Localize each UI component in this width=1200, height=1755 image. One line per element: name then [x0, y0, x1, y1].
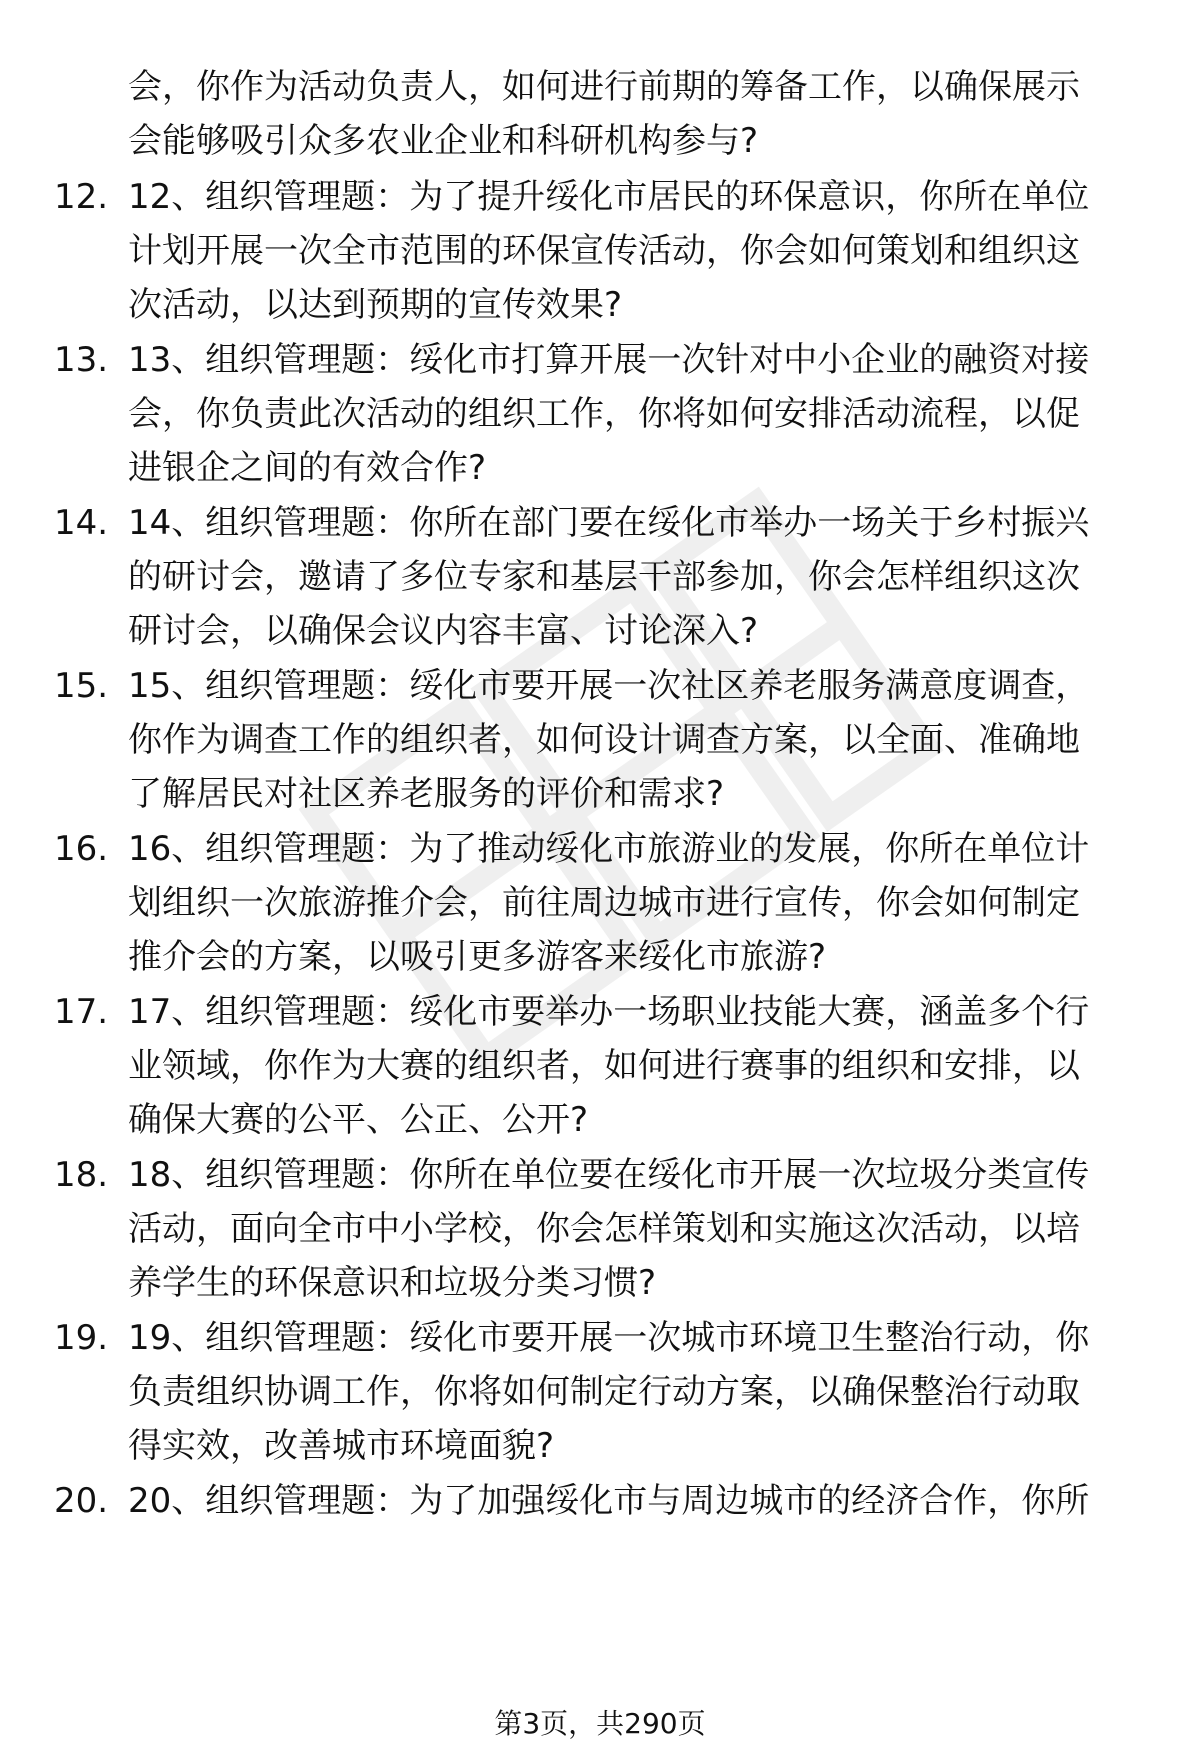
text-line: 研讨会，以确保会议内容丰富、讨论深入? [128, 611, 759, 651]
text-line: 20、组织管理题：为了加强绥化市与周边城市的经济合作，你所 [128, 1481, 1090, 1521]
text-line: 负责组织协调工作，你将如何制定行动方案，以确保整治行动取 [128, 1372, 1080, 1412]
item-number: 20. [54, 1481, 109, 1521]
text-line: 会，你作为活动负责人，如何进行前期的筹备工作，以确保展示 [128, 67, 1080, 107]
text-line: 推介会的方案，以吸引更多游客来绥化市旅游? [128, 937, 827, 977]
item-text [128, 822, 1148, 984]
text-line: 16、组织管理题：为了推动绥化市旅游业的发展，你所在单位计 [128, 829, 1090, 869]
text-line: 13、组织管理题：绥化市打算开展一次针对中小企业的融资对接 [128, 340, 1090, 380]
continuation-paragraph [128, 60, 1148, 168]
text-line: 计划开展一次全市范围的环保宣传活动，你会如何策划和组织这 [128, 231, 1080, 271]
text-line: 划组织一次旅游推介会，前往周边城市进行宣传，你会如何制定 [128, 883, 1080, 923]
item-number: 19. [54, 1318, 109, 1358]
text-line: 14、组织管理题：你所在部门要在绥化市举办一场关于乡村振兴 [128, 503, 1090, 543]
text-line: 进银企之间的有效合作? [128, 448, 487, 488]
text-line: 会能够吸引众多农业企业和科研机构参与? [128, 121, 759, 161]
text-line: 次活动，以达到预期的宣传效果? [128, 285, 623, 325]
page-footer: 第3页，共290页 [494, 1707, 706, 1740]
item-number: 16. [54, 829, 109, 869]
text-line: 17、组织管理题：绥化市要举办一场职业技能大赛，涵盖多个行 [128, 992, 1090, 1032]
item-text [128, 659, 1148, 821]
item-number: 15. [54, 666, 109, 706]
text-line: 活动，面向全市中小学校，你会怎样策划和实施这次活动，以培 [128, 1209, 1080, 1249]
text-line: 确保大赛的公平、公正、公开? [128, 1100, 589, 1140]
item-text [128, 1148, 1148, 1310]
item-text [128, 496, 1148, 658]
text-line: 的研讨会，邀请了多位专家和基层干部参加，你会怎样组织这次 [128, 557, 1080, 597]
item-number: 17. [54, 992, 109, 1032]
item-number: 13. [54, 340, 109, 380]
item-text [128, 170, 1148, 332]
text-line: 业领域，你作为大赛的组织者，如何进行赛事的组织和安排，以 [128, 1046, 1080, 1086]
item-text [128, 985, 1148, 1147]
text-line: 15、组织管理题：绥化市要开展一次社区养老服务满意度调查， [128, 666, 1090, 706]
item-number: 14. [54, 503, 109, 543]
item-text [128, 1311, 1148, 1473]
text-line: 18、组织管理题：你所在单位要在绥化市开展一次垃圾分类宣传 [128, 1155, 1090, 1195]
text-line: 12、组织管理题：为了提升绥化市居民的环保意识，你所在单位 [128, 177, 1090, 217]
text-line: 会，你负责此次活动的组织工作，你将如何安排活动流程，以促 [128, 394, 1080, 434]
text-line: 了解居民对社区养老服务的评价和需求? [128, 774, 725, 814]
item-text [128, 1474, 1148, 1528]
text-line: 19、组织管理题：绥化市要开展一次城市环境卫生整治行动，你 [128, 1318, 1090, 1358]
text-line: 你作为调查工作的组织者，如何设计调查方案，以全面、准确地 [128, 720, 1080, 760]
item-text [128, 333, 1148, 495]
item-number: 18. [54, 1155, 109, 1195]
item-number: 12. [54, 177, 109, 217]
text-line: 养学生的环保意识和垃圾分类习惯? [128, 1263, 657, 1303]
text-line: 得实效，改善城市环境面貌? [128, 1426, 555, 1466]
